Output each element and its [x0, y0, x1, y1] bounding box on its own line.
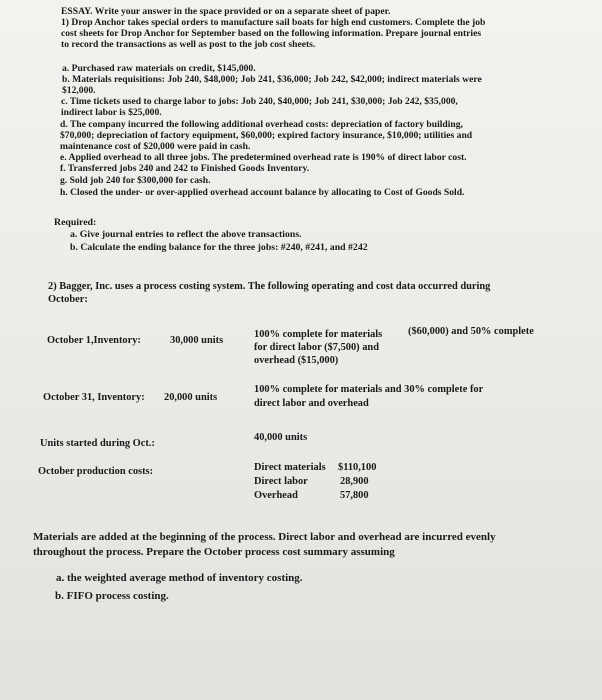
transaction-line: f. Transferred jobs 240 and 242 to Finished Goods Inventory. [60, 163, 310, 174]
required-heading: Required: [54, 217, 97, 228]
transaction-line: h. Closed the under- or over-applied overhead account balance by allocating to Cost of Goods Sold. [60, 187, 465, 198]
units-started-value: 40,000 units [254, 432, 308, 443]
required-item: b. Calculate the ending balance for the three jobs: #240, #241, and #242 [70, 242, 368, 253]
required-item: a. Give journal entries to reflect the above transactions. [70, 229, 302, 240]
transaction-line: b. Materials requisitions: Job 240, $48,000; Job 241, $36,000; Job 242, $42,000; indirect materials were [62, 74, 482, 85]
transaction-line: $70,000; depreciation of factory equipment, $60,000; expired factory insurance, $10,000; utilities and [60, 130, 473, 141]
essay-line: ESSAY. Write your answer in the space provided or on a separate sheet of paper. [61, 6, 391, 17]
cost-amount: $110,100 [338, 462, 377, 473]
transaction-line: c. Time tickets used to charge labor to jobs: Job 240, $40,000; Job 241, $30,000; Job 242, $35,000, [61, 96, 458, 107]
transaction-line: d. The company incurred the following additional overhead costs: depreciation of factory building, [60, 119, 463, 130]
oct31-detail: 100% complete for materials and 30% complete for [254, 384, 484, 395]
units-started-label: Units started during Oct.: [40, 438, 155, 449]
transaction-line: e. Applied overhead to all three jobs. The predetermined overhead rate is 190% of direct labor cost. [60, 152, 467, 163]
oct1-units: 30,000 units [170, 335, 224, 346]
transaction-line: a. Purchased raw materials on credit, $145,000. [62, 63, 256, 74]
essay-line: to record the transactions as well as post to the job cost sheets. [61, 39, 316, 50]
method-item: b. FIFO process costing. [55, 590, 169, 602]
method-item: a. the weighted average method of inventory costing. [56, 572, 303, 584]
cost-name: Direct materials [254, 462, 326, 473]
transaction-line: maintenance cost of $20,000 were paid in cash. [60, 141, 251, 152]
cost-name: Overhead [254, 490, 298, 501]
closing-line: Materials are added at the beginning of the process. Direct labor and overhead are incurred evenly [33, 531, 496, 543]
problem2-line: October: [48, 294, 88, 305]
cost-amount: 28,900 [340, 476, 369, 487]
oct1-detail: overhead ($15,000) [254, 355, 339, 366]
transaction-line: indirect labor is $25,000. [61, 107, 162, 118]
oct1-label: October 1,Inventory: [47, 335, 141, 346]
essay-line: 1) Drop Anchor takes special orders to manufacture sail boats for high end customers. Complete the job [61, 17, 486, 28]
oct31-detail: direct labor and overhead [254, 398, 369, 409]
oct31-label: October 31, Inventory: [43, 392, 145, 403]
production-costs-label: October production costs: [38, 466, 154, 477]
cost-name: Direct labor [254, 476, 308, 487]
transaction-line: g. Sold job 240 for $300,000 for cash. [60, 175, 211, 186]
problem2-line: 2) Bagger, Inc. uses a process costing system. The following operating and cost data occurred during [48, 281, 491, 292]
oct1-detail: 100% complete for materials [254, 329, 383, 340]
transaction-line: $12,000. [62, 85, 96, 96]
oct31-units: 20,000 units [164, 392, 218, 403]
oct1-materials-note: ($60,000) and 50% complete [408, 326, 534, 337]
closing-line: throughout the process. Prepare the October process cost summary assuming [33, 546, 395, 558]
cost-amount: 57,800 [340, 490, 369, 501]
oct1-detail: for direct labor ($7,500) and [254, 342, 379, 353]
essay-line: cost sheets for Drop Anchor for September based on the following information. Prepare journal entries [61, 28, 482, 39]
